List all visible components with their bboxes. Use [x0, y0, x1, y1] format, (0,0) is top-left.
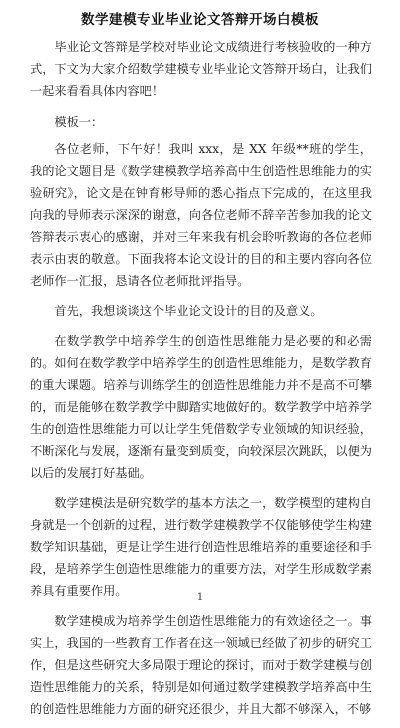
- paragraph-effective-approach: 数学建模成为培养学生创造性思维能力的有效途径之一。事实上，我国的一些教育工作者在这一领域已经做了初步的研究工作，但是这些研究大多局限于理论的探讨，而对于数学建模与创造性思维能力的关系，特别是如何通过数学建模教学培养高中生的创造性思维能力方面的研究还很少，并且大都不够深入，不够: [30, 614, 372, 716]
- document-body: [30, 36, 372, 728]
- paragraph-purpose: 首先，我想谈谈这个毕业论文设计的目的及意义。: [54, 304, 323, 318]
- section-label: 模板一：: [54, 115, 104, 129]
- paragraph-creative-thinking: 在数学教学中培养学生的创造性思维能力是必要的和必需的。如何在数学教学中培养学生的创造性思维能力，是数学教育的重大课题。培养与训练学生的创造性思维能力并不是高不可攀的，而是能够在数学教学中脚踏实地做好的。数学教学中培养学生的创造性思维能力可以让学生凭借数学专业领域的知识经验，不断深化与发展，逐渐有量变到质变，向较深层次跳跃，以便为以后的发展打好基础。: [30, 334, 372, 480]
- paragraph-greeting: 各位老师，下午好！我叫 xxx，是 XX 年级**班的学生，我的论文题目是《数学建模教学培养高中生创造性思维能力的实验研究》，论文是在钟育彬导师的悉心指点下完成的，在这里我向我的导师表示深深的谢意，向各位老师不辞辛苦参加我的论文答辩表示衷心的感谢，并对三年来我有机会聆听教诲的各位老师表示由衷的敬意。下面我将本论文设计的目的和主要内容向各位老师作一汇报，恳请各位老师批评指导。: [30, 142, 372, 288]
- document-title: 数学建模专业毕业论文答辩开场白模板: [81, 12, 319, 28]
- page-number: 1: [196, 592, 204, 603]
- intro-paragraph: 毕业论文答辩是学校对毕业论文成绩进行考核验收的一种方式，下文为大家介绍数学建模专业毕业论文答辩开场白，让我们一起来看看具体内容吧！: [30, 40, 372, 98]
- paragraph-modeling-method: 数学建模法是研究数学的基本方法之一，数学模型的建构自身就是一个创新的过程，进行数学建模教学不仅能够使学生构建数学知识基础，更是让学生进行创造性思维培养的重要途径和手段，是培养学生创造性思维能力的重要方法，对学生形成数学素养具有重要作用。: [30, 496, 372, 598]
